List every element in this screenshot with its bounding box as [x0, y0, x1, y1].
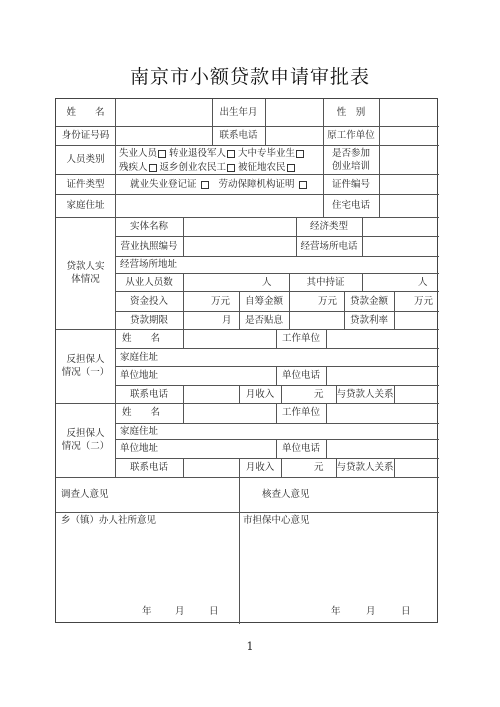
label-home-address: 家庭住址 — [66, 200, 105, 211]
g1-label-contact-phone: 联系电话 — [129, 389, 168, 400]
label-license-number: 营业执照编号 — [120, 241, 178, 252]
option-registration-cert: 就业失业登记证 — [130, 179, 197, 190]
application-form — [55, 98, 438, 623]
page-number: 1 — [246, 640, 254, 653]
checkbox-land-expropriated[interactable] — [287, 164, 295, 172]
unit-month: 月 — [222, 315, 232, 326]
unit-wan-yuan-1: 万元 — [211, 296, 231, 307]
checkbox-labor-proof[interactable] — [299, 181, 307, 189]
label-id-number: 身份证号码 — [61, 130, 110, 141]
label-gender: 性 别 — [336, 107, 366, 118]
category-line-1 — [119, 148, 307, 159]
option-returning-worker: 返乡创业农民工 — [159, 162, 227, 173]
date-month-1: 月 — [175, 606, 185, 617]
label-cert-number: 证件编号 — [331, 179, 370, 190]
guarantor1-section-1: 反担保人 — [66, 354, 105, 365]
label-contact-phone: 联系电话 — [219, 130, 258, 141]
cert-options — [130, 179, 310, 190]
g2-label-relation: 与贷款人关系 — [336, 462, 394, 473]
g1-label-unit-phone: 单位电话 — [281, 370, 320, 381]
label-employees: 从业人员数 — [125, 277, 173, 288]
label-person-category: 人员类别 — [66, 154, 105, 165]
checkbox-unemployed[interactable] — [158, 150, 166, 158]
label-home-phone: 住宅电话 — [331, 200, 370, 211]
unit-wan-yuan-3: 万元 — [414, 296, 434, 307]
label-self-raised: 自筹金额 — [244, 296, 283, 307]
date-year-1: 年 — [142, 606, 152, 617]
applicant-section-1: 贷款人实 — [66, 261, 105, 272]
g1-label-unit-address: 单位地址 — [120, 370, 159, 381]
checkbox-veteran[interactable] — [227, 150, 235, 158]
label-business-type: 经济类型 — [309, 221, 348, 232]
g1-label-relation: 与贷款人关系 — [336, 389, 394, 400]
label-training-1: 是否参加 — [331, 148, 370, 159]
g2-label-contact-phone: 联系电话 — [129, 462, 168, 473]
option-disabled: 残疾人 — [119, 162, 148, 173]
guarantor2-section-2: 情况（二） — [61, 441, 110, 452]
g1-label-work-unit: 工作单位 — [281, 333, 320, 344]
checkbox-returning-worker[interactable] — [227, 164, 235, 172]
label-investigator-opinion: 调查人意见 — [61, 489, 109, 500]
g2-unit-yuan: 元 — [314, 462, 324, 473]
label-entity-name: 实体名称 — [129, 221, 168, 232]
label-name: 姓 名 — [66, 107, 105, 118]
g2-label-name: 姓 名 — [122, 407, 161, 418]
applicant-section-2: 体情况 — [71, 274, 100, 285]
checkbox-graduate[interactable] — [296, 150, 304, 158]
g1-label-monthly-income: 月收入 — [245, 389, 275, 400]
label-cert-type-text: 证件类型 — [56, 179, 115, 190]
g1-label-name: 姓 名 — [122, 333, 161, 344]
label-business-address: 经营场所地址 — [120, 259, 178, 270]
unit-person-2: 人 — [418, 277, 428, 288]
g1-unit-yuan: 元 — [314, 389, 324, 400]
label-birth: 出生年月 — [219, 107, 258, 118]
label-certified-among: 其中持证 — [306, 277, 345, 288]
option-graduate: 大中专毕业生 — [238, 148, 296, 159]
label-capital-input: 资金投入 — [129, 296, 168, 307]
page-title: 南京市小额贷款申请审批表 — [129, 66, 370, 88]
g2-label-home-address: 家庭住址 — [120, 426, 159, 437]
label-loan-rate: 贷款利率 — [349, 315, 388, 326]
label-loan-term: 贷款期限 — [129, 315, 168, 326]
g2-label-unit-address: 单位地址 — [120, 443, 159, 454]
option-land-expropriated: 被征地农民 — [238, 162, 286, 173]
checkbox-disabled[interactable] — [149, 164, 157, 172]
unit-person: 人 — [262, 277, 272, 288]
category-line-2 — [119, 162, 298, 173]
label-guarantee-center-opinion: 市担保中心意见 — [243, 515, 310, 526]
g2-label-work-unit: 工作单位 — [281, 407, 320, 418]
label-subsidized: 是否贴息 — [244, 315, 283, 326]
label-loan-amount: 贷款金额 — [349, 296, 388, 307]
g2-label-unit-phone: 单位电话 — [281, 443, 320, 454]
date-month-2: 月 — [366, 606, 376, 617]
label-township-opinion: 乡（镇）办人社所意见 — [61, 515, 157, 526]
date-day-2: 日 — [401, 606, 411, 617]
option-veteran: 转业退役军人 — [169, 148, 227, 159]
option-labor-proof: 劳动保障机构证明 — [218, 179, 295, 190]
guarantor1-section-2: 情况（一） — [61, 367, 110, 378]
label-training-2: 创业培训 — [331, 161, 370, 172]
checkbox-registration-cert[interactable] — [201, 181, 209, 189]
g2-label-monthly-income: 月收入 — [245, 462, 275, 473]
option-unemployed: 失业人员 — [119, 148, 158, 159]
date-day-1: 日 — [209, 606, 219, 617]
g1-label-home-address: 家庭住址 — [120, 352, 159, 363]
label-business-phone: 经营场所电话 — [300, 241, 358, 252]
guarantor2-section-1: 反担保人 — [66, 428, 105, 439]
label-former-unit: 原工作单位 — [327, 130, 375, 141]
unit-wan-yuan-2: 万元 — [318, 296, 338, 307]
date-year-2: 年 — [331, 606, 341, 617]
label-verifier-opinion: 核查人意见 — [262, 489, 310, 500]
